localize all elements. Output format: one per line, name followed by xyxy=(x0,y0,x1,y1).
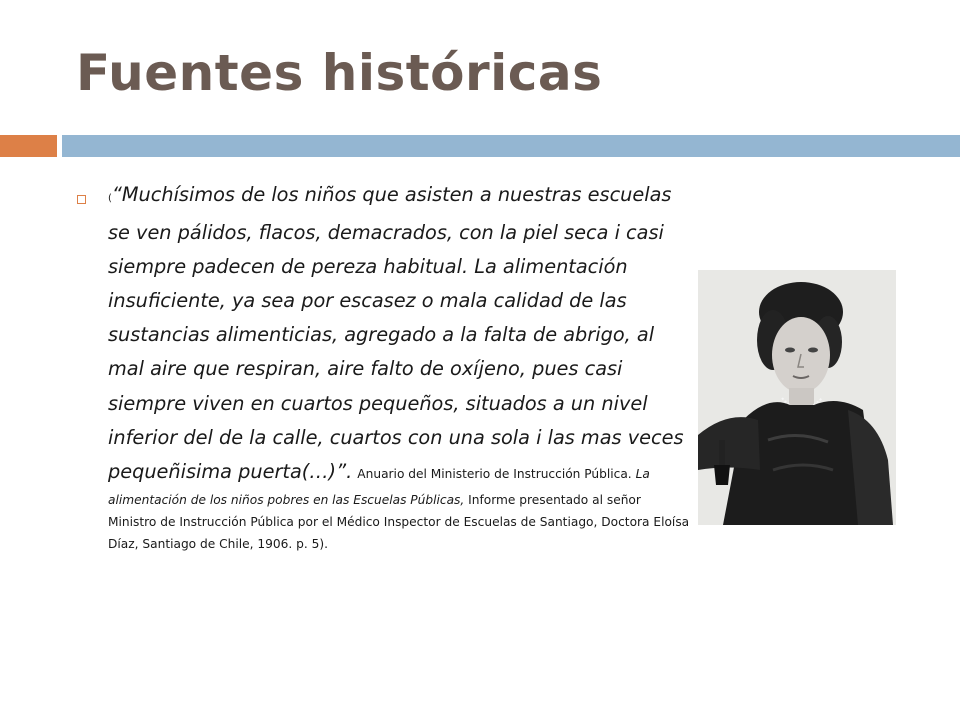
quote-text: “Muchísimos de los niños que asisten a nuestras escuelas se ven pálidos, flacos, demacrados, con la piel seca i casi siempre padecen de pereza habitual. La alimentación insuficiente, ya sea por escasez o mala calidad de las sustancias alimenticias, agregado a la falta de abrigo, al mal aire que respiran, aire falto de oxíjeno, pues casi siempre viven en cuartos pequeños, situados a un nivel inferior del de la calle, cuartos con una sola i las mas veces pequeñisima puerta(…)”. xyxy=(108,183,684,483)
quote-text-block xyxy=(108,183,684,483)
slide-title: Fuentes históricas xyxy=(76,44,603,102)
quote-paragraph xyxy=(108,178,693,555)
accent-bar-blue xyxy=(62,135,960,157)
accent-bar-orange xyxy=(0,135,57,157)
square-bullet-icon xyxy=(77,195,86,204)
citation-suffix: Informe presentado al señor Ministro de Instrucción Pública por el Médico Inspector de Escuelas de Santiago, Doctora Eloísa Díaz, Santiago de Chile, 1906. p. 5). xyxy=(108,492,690,552)
portrait-photo xyxy=(698,270,896,525)
citation-title: La alimentación de los niños pobres en las Escuelas Públicas, xyxy=(108,466,650,507)
portrait-illustration xyxy=(698,270,896,525)
open-paren: ( xyxy=(108,193,112,204)
citation-prefix: Anuario del Ministerio de Instrucción Pública. xyxy=(357,466,632,481)
